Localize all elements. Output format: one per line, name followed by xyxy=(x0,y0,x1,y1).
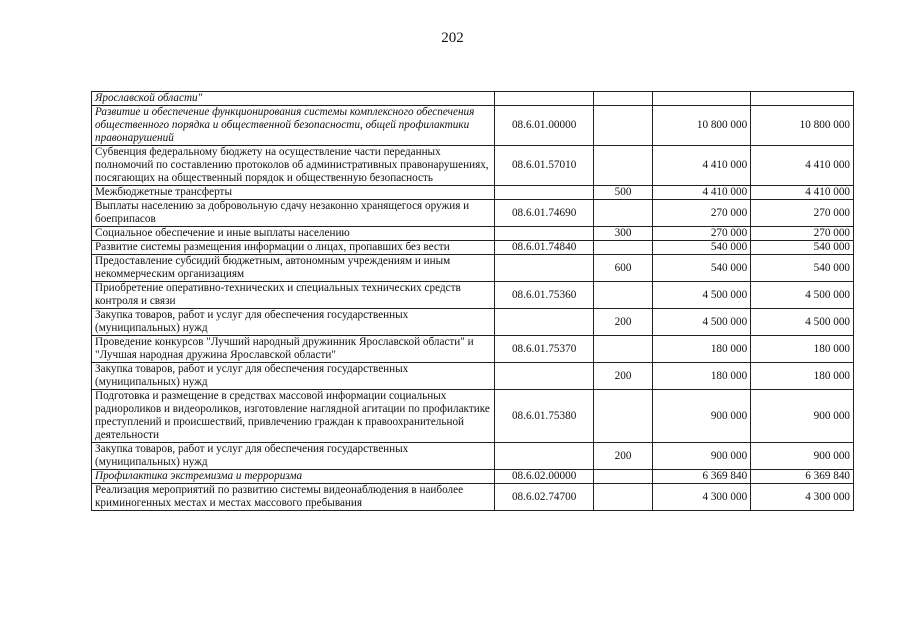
table-row xyxy=(92,186,854,200)
row-name: Реализация мероприятий по развитию системы видеонаблюдения в наиболее криминогенных местах и местах массового пребывания xyxy=(92,484,495,511)
row-name: Закупка товаров, работ и услуг для обеспечения государственных (муниципальных) нужд xyxy=(92,309,495,336)
row-name: Профилактика экстремизма и терроризма xyxy=(92,470,495,484)
row-amount-1: 540 000 xyxy=(652,241,751,255)
row-target-code xyxy=(494,186,594,200)
row-amount-2: 270 000 xyxy=(751,200,854,227)
table-row xyxy=(92,470,854,484)
row-amount-1: 4 500 000 xyxy=(652,282,751,309)
row-target-code: 08.6.01.57010 xyxy=(494,146,594,186)
row-name: Закупка товаров, работ и услуг для обеспечения государственных (муниципальных) нужд xyxy=(92,443,495,470)
row-name: Приобретение оперативно-технических и специальных технических средств контроля и связи xyxy=(92,282,495,309)
row-expense-type xyxy=(594,106,652,146)
row-target-code: 08.6.01.75360 xyxy=(494,282,594,309)
row-amount-1: 900 000 xyxy=(652,390,751,443)
budget-table xyxy=(91,91,854,511)
row-target-code xyxy=(494,227,594,241)
row-name: Предоставление субсидий бюджетным, автономным учреждениям и иным некоммерческим организациям xyxy=(92,255,495,282)
row-name: Проведение конкурсов "Лучший народный дружинник Ярославской области" и "Лучшая народная дружина Ярославской области" xyxy=(92,336,495,363)
row-expense-type xyxy=(594,484,652,511)
row-target-code xyxy=(494,309,594,336)
row-amount-2: 10 800 000 xyxy=(751,106,854,146)
row-name: Развитие системы размещения информации о лицах, пропавших без вести xyxy=(92,241,495,255)
row-amount-1: 180 000 xyxy=(652,363,751,390)
row-target-code xyxy=(494,363,594,390)
row-name: Развитие и обеспечение функционирования системы комплексного обеспечения общественного порядка и общественной безопасности, общей профилактики правонарушений xyxy=(92,106,495,146)
table-row xyxy=(92,92,854,106)
row-amount-2 xyxy=(751,92,854,106)
row-expense-type xyxy=(594,92,652,106)
row-expense-type: 300 xyxy=(594,227,652,241)
row-target-code: 08.6.01.74840 xyxy=(494,241,594,255)
table-row xyxy=(92,336,854,363)
row-amount-1: 4 300 000 xyxy=(652,484,751,511)
row-expense-type xyxy=(594,336,652,363)
row-expense-type: 500 xyxy=(594,186,652,200)
table-row xyxy=(92,484,854,511)
row-amount-2: 900 000 xyxy=(751,390,854,443)
row-amount-2: 540 000 xyxy=(751,255,854,282)
budget-table-body xyxy=(92,92,854,511)
row-amount-1: 180 000 xyxy=(652,336,751,363)
row-name: Ярославской области" xyxy=(92,92,495,106)
row-amount-1: 4 410 000 xyxy=(652,146,751,186)
table-row xyxy=(92,241,854,255)
page-number: 202 xyxy=(441,30,464,46)
row-expense-type: 200 xyxy=(594,363,652,390)
row-target-code: 08.6.02.74700 xyxy=(494,484,594,511)
row-amount-1: 4 500 000 xyxy=(652,309,751,336)
row-amount-1: 270 000 xyxy=(652,200,751,227)
row-name: Межбюджетные трансферты xyxy=(92,186,495,200)
row-amount-2: 4 410 000 xyxy=(751,186,854,200)
row-amount-2: 4 300 000 xyxy=(751,484,854,511)
row-name: Закупка товаров, работ и услуг для обеспечения государственных (муниципальных) нужд xyxy=(92,363,495,390)
row-target-code xyxy=(494,443,594,470)
row-expense-type xyxy=(594,200,652,227)
row-amount-1: 900 000 xyxy=(652,443,751,470)
row-target-code: 08.6.01.75380 xyxy=(494,390,594,443)
row-expense-type: 600 xyxy=(594,255,652,282)
row-target-code: 08.6.01.00000 xyxy=(494,106,594,146)
table-row xyxy=(92,390,854,443)
row-target-code: 08.6.01.75370 xyxy=(494,336,594,363)
row-amount-2: 6 369 840 xyxy=(751,470,854,484)
row-expense-type xyxy=(594,282,652,309)
row-amount-2: 4 500 000 xyxy=(751,282,854,309)
row-amount-1: 4 410 000 xyxy=(652,186,751,200)
row-target-code: 08.6.02.00000 xyxy=(494,470,594,484)
row-name: Социальное обеспечение и иные выплаты населению xyxy=(92,227,495,241)
row-amount-2: 4 500 000 xyxy=(751,309,854,336)
row-expense-type: 200 xyxy=(594,309,652,336)
row-amount-1: 270 000 xyxy=(652,227,751,241)
row-amount-2: 270 000 xyxy=(751,227,854,241)
row-amount-1: 6 369 840 xyxy=(652,470,751,484)
row-expense-type xyxy=(594,241,652,255)
table-row xyxy=(92,309,854,336)
row-expense-type xyxy=(594,470,652,484)
row-expense-type xyxy=(594,390,652,443)
row-target-code xyxy=(494,255,594,282)
row-target-code xyxy=(494,92,594,106)
row-amount-2: 4 410 000 xyxy=(751,146,854,186)
row-amount-2: 900 000 xyxy=(751,443,854,470)
table-row xyxy=(92,443,854,470)
row-amount-1: 540 000 xyxy=(652,255,751,282)
row-name: Подготовка и размещение в средствах массовой информации социальных радиороликов и видеороликов, изготовление наглядной агитации по профилактике преступлений и происшествий, привлечению граждан к правоохранительной деятельности xyxy=(92,390,495,443)
row-target-code: 08.6.01.74690 xyxy=(494,200,594,227)
row-amount-2: 180 000 xyxy=(751,336,854,363)
row-amount-1: 10 800 000 xyxy=(652,106,751,146)
row-amount-2: 540 000 xyxy=(751,241,854,255)
table-row xyxy=(92,255,854,282)
table-row xyxy=(92,106,854,146)
table-row xyxy=(92,282,854,309)
table-row xyxy=(92,227,854,241)
table-row xyxy=(92,146,854,186)
row-name: Выплаты населению за добровольную сдачу незаконно хранящегося оружия и боеприпасов xyxy=(92,200,495,227)
table-row xyxy=(92,363,854,390)
row-amount-1 xyxy=(652,92,751,106)
row-expense-type: 200 xyxy=(594,443,652,470)
row-expense-type xyxy=(594,146,652,186)
row-name: Субвенция федеральному бюджету на осуществление части переданных полномочий по составлению протоколов об административных правонарушениях, посягающих на общественный порядок и общественную безопасность xyxy=(92,146,495,186)
row-amount-2: 180 000 xyxy=(751,363,854,390)
table-row xyxy=(92,200,854,227)
